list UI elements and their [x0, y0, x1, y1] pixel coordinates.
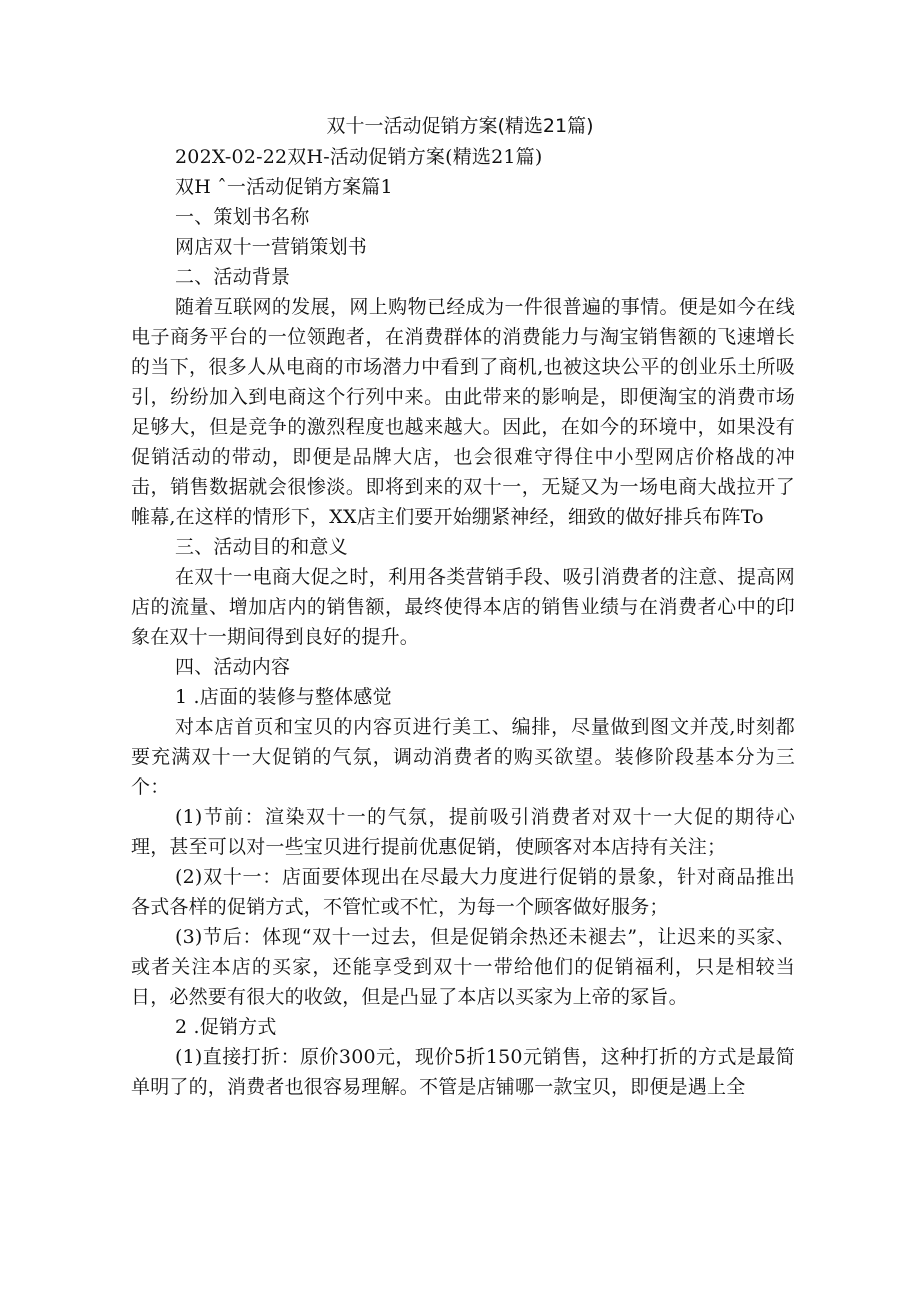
paragraph-during-festival: (2)双十一：店面要体现出在尽最大力度进行促销的景象，针对商品推出各式各样的促销方式，不管忙或不忙，为每一个顾客做好服务； — [131, 866, 795, 918]
heading-store-decoration: 1 .店面的装修与整体感觉 — [175, 686, 392, 708]
paragraph-after-festival: (3)节后：体现“双十一过去，但是促销余热还未褪去”，让迟来的买家、或者关注本店的买家，还能享受到双十一带给他们的促销福利，只是相较当日，必然要有很大的收敛，但是凸显了本店以买家为上帝的冢旨。 — [131, 926, 795, 1008]
section-title: 双H ˆ一活动促销方案篇1 — [175, 176, 393, 198]
paragraph-background: 随着互联网的发展，网上购物已经成为一件很普遍的事情。便是如今在线电子商务平台的一位领跑者，在消费群体的消费能力与淘宝销售额的飞速增长的当下，很多人从电商的市场潜力中看到了商机,也被这块公平的创业乐土所吸引，纷纷加入到电商这个行列中来。由此带来的影响是，即便淘宝的消费市场足够大，但是竞争的激烈程度也越来越大。因此，在如今的环境中，如果没有促销活动的带动，即便是品牌大店，也会很难守得住中小型网店价格战的冲击，销售数据就会很惨淡。即将到来的双十一，无疑又为一场电商大战拉开了帷幕,在这样的情形下，XX店主们要开始绷紧神经，细致的做好排兵布阵To — [131, 296, 795, 528]
heading-purpose: 三、活动目的和意义 — [175, 536, 348, 558]
heading-plan-name: 一、策划书名称 — [175, 206, 310, 228]
heading-promotion-methods: 2 .促销方式 — [175, 1016, 277, 1038]
paragraph-direct-discount: (1)直接打折：原价300元，现价5折150元销售，这种打折的方式是最简单明了的，消费者也很容易理解。不管是店铺哪一款宝贝，即便是遇上全 — [131, 1046, 795, 1098]
document-title: 双十一活动促销方案(精选21篇) — [326, 115, 594, 137]
paragraph-before-festival: (1)节前：渲染双十一的气氛，提前吸引消费者对双十一大促的期待心理，甚至可以对一些宝贝进行提前优惠促销，使顾客对本店持有关注； — [131, 806, 795, 858]
plan-name: 网店双十一营销策划书 — [175, 236, 368, 258]
heading-content: 四、活动内容 — [175, 656, 291, 678]
paragraph-purpose: 在双十一电商大促之时，利用各类营销手段、吸引消费者的注意、提高网店的流量、增加店内的销售额，最终使得本店的销售业绩与在消费者心中的印象在双十一期间得到良好的提升。 — [131, 566, 795, 648]
date-line: 202X-02-22双H-活动促销方案(精选21篇) — [175, 146, 543, 168]
paragraph-store-decoration: 对本店首页和宝贝的内容页进行美工、编排，尽量做到图文并茂,时刻都要充满双十一大促销的气氛，调动消费者的购买欲望。装修阶段基本分为三个： — [131, 716, 795, 798]
document-body — [131, 142, 795, 1102]
heading-background: 二、活动背景 — [175, 266, 291, 288]
